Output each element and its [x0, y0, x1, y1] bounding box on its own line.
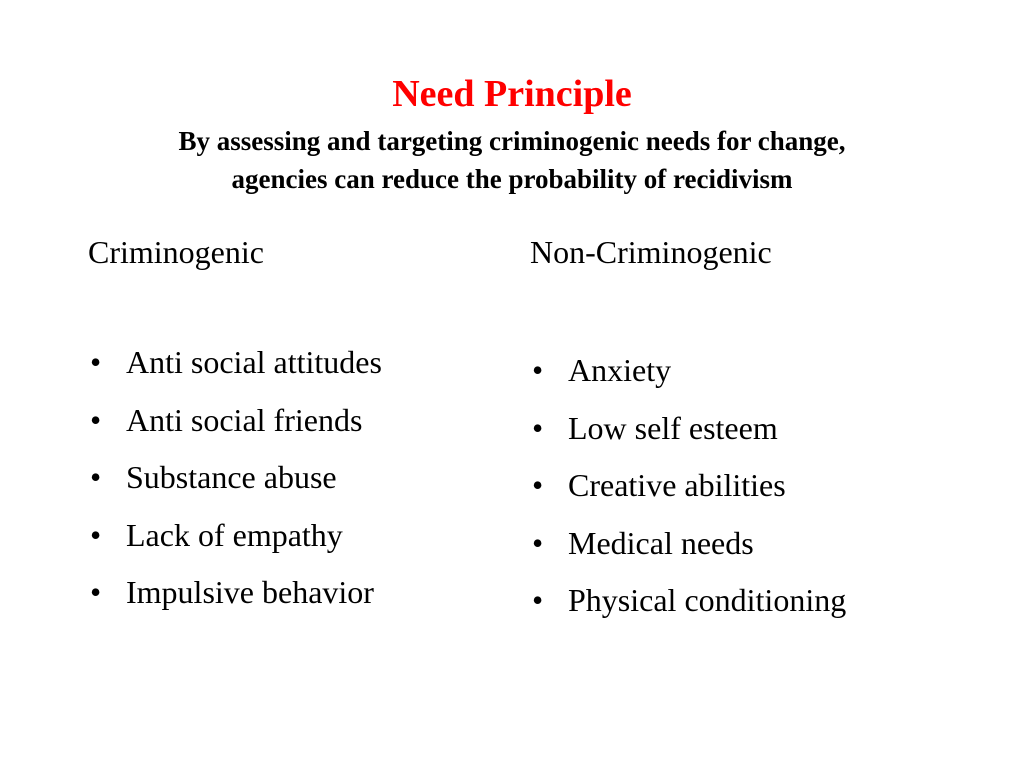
- list-item: [88, 334, 508, 392]
- non-criminogenic-column: [530, 232, 970, 630]
- bullet-icon: •: [90, 459, 102, 495]
- bullet-icon: •: [532, 352, 544, 388]
- list-item-text: Low self esteem: [568, 409, 778, 446]
- list-item: [530, 457, 970, 515]
- non-criminogenic-heading: Non-Criminogenic: [530, 234, 772, 270]
- subtitle-line-2: agencies can reduce the probability of recidivism: [231, 164, 793, 194]
- list-item: [88, 507, 508, 565]
- criminogenic-column: [88, 232, 508, 622]
- bullet-icon: •: [532, 582, 544, 618]
- list-item: [530, 342, 970, 400]
- list-item-text: Medical needs: [568, 524, 754, 561]
- subtitle-line-1: By assessing and targeting criminogenic needs for change,: [178, 126, 846, 156]
- list-item-text: Lack of empathy: [126, 516, 343, 553]
- criminogenic-heading: Criminogenic: [88, 234, 264, 270]
- list-item: [88, 449, 508, 507]
- bullet-icon: •: [532, 409, 544, 446]
- list-item-text: Physical conditioning: [568, 582, 847, 618]
- bullet-icon: •: [90, 344, 102, 380]
- bullet-icon: •: [532, 467, 544, 503]
- list-item: [530, 515, 970, 573]
- slide-subtitle: [0, 122, 1024, 198]
- list-item: [530, 572, 970, 630]
- list-item-text: Anxiety: [568, 352, 672, 388]
- list-item-text: Anti social attitudes: [126, 344, 382, 380]
- bullet-icon: •: [90, 401, 102, 438]
- list-item: [88, 392, 508, 450]
- list-item-text: Anti social friends: [126, 401, 363, 438]
- bullet-icon: •: [90, 574, 102, 610]
- title-block: [0, 72, 1024, 198]
- list-item-text: Substance abuse: [126, 459, 337, 495]
- bullet-icon: •: [90, 516, 102, 553]
- non-criminogenic-list: [530, 342, 970, 630]
- slide-title: Need Principle: [392, 73, 632, 115]
- list-item-text: Creative abilities: [568, 467, 786, 503]
- criminogenic-list: [88, 334, 508, 622]
- list-item-text: Impulsive behavior: [126, 574, 374, 610]
- bullet-icon: •: [532, 524, 544, 561]
- list-item: [88, 564, 508, 622]
- list-item: [530, 400, 970, 458]
